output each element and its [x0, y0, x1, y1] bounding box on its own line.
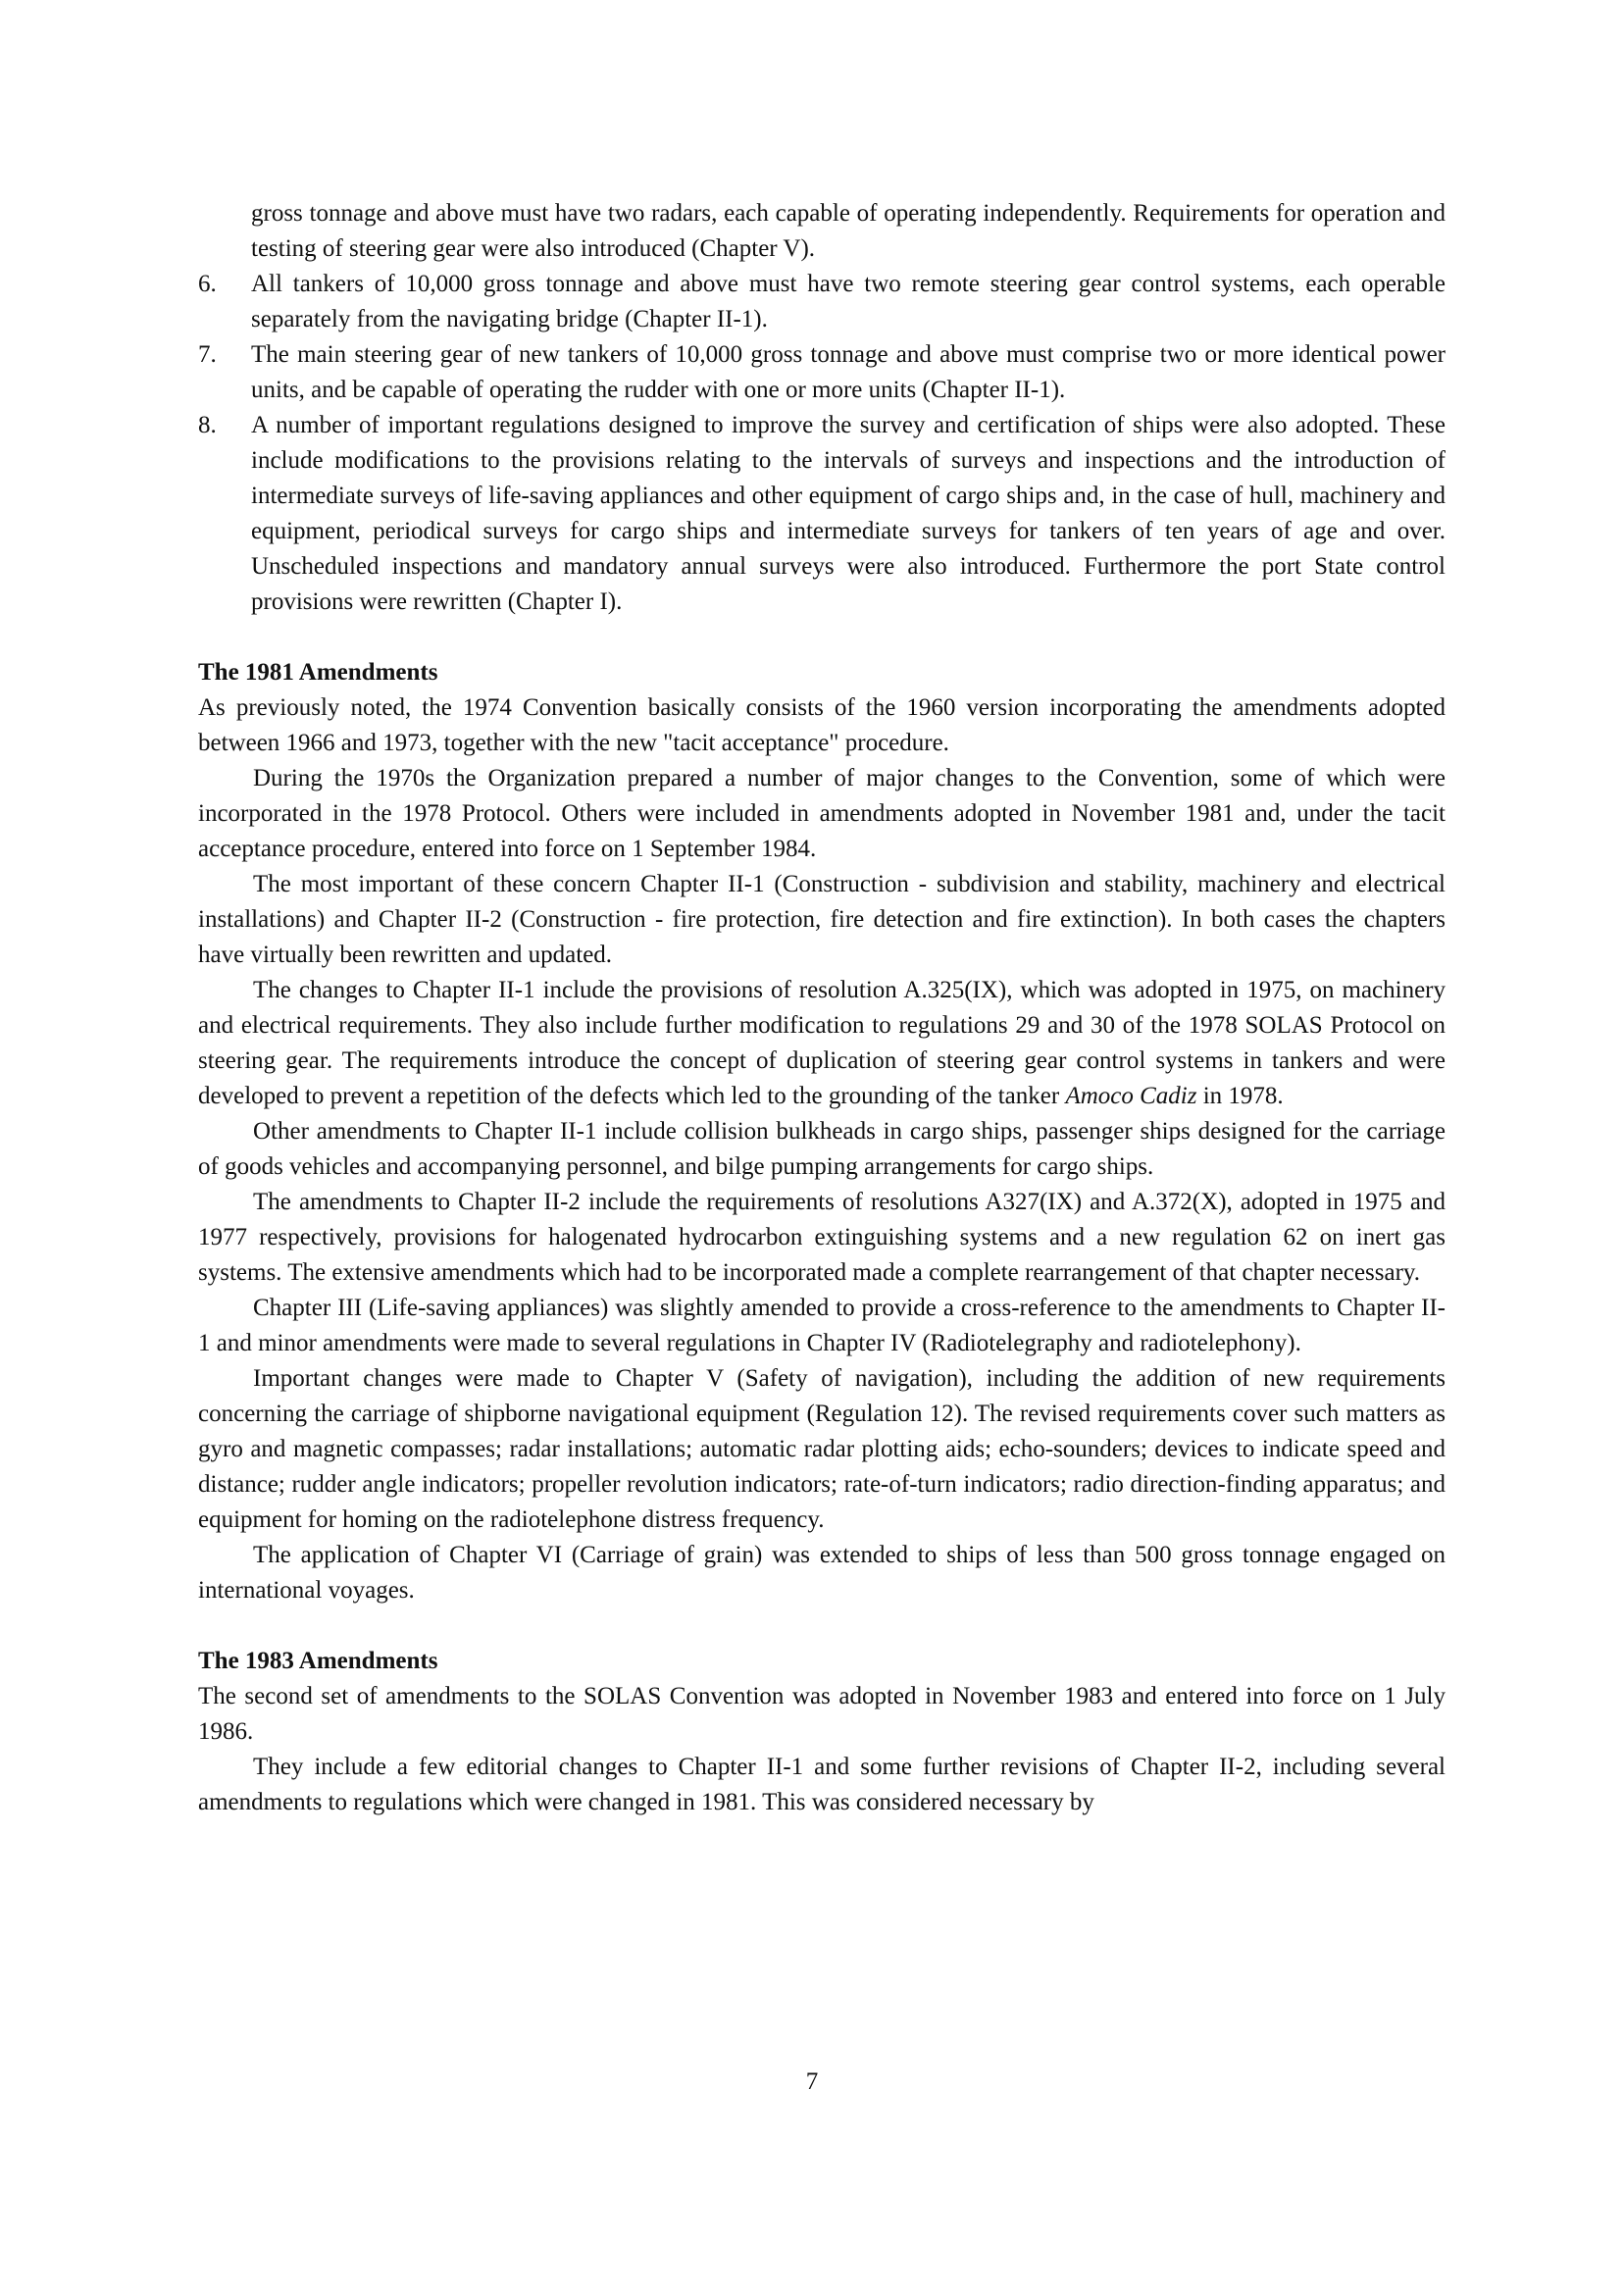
paragraph: Chapter III (Life-saving appliances) was slightly amended to provide a cross-reference to the amendments to Chapter II-1 and minor amendments were made to several regulations in Chapter IV (Radiotelegraphy and radiotelephony). — [198, 1295, 1446, 1356]
list-item-number: 8. — [198, 412, 217, 438]
paragraph: During the 1970s the Organization prepared a number of major changes to the Convention, some of which were incorporated in the 1978 Protocol. Others were included in amendments adopted in November 1981 and, under the tacit acceptance procedure, entered into force on 1 September 1984. — [198, 765, 1446, 862]
section-gap — [198, 1608, 1446, 1644]
paragraph: They include a few editorial changes to Chapter II-1 and some further revisions of Chapter II-2, including several amendments to regulations which were changed in 1981. This was considered necessary by — [198, 1754, 1446, 1815]
page-number: 7 — [805, 2068, 819, 2095]
paragraph: The most important of these concern Chapter II-1 (Construction - subdivision and stability, machinery and electrical installations) and Chapter II-2 (Construction - fire protection, fire detection and fire extinction). In both cases the chapters have virtually been rewritten and updated. — [198, 871, 1446, 968]
section-gap — [198, 620, 1446, 655]
list-item — [198, 337, 1446, 408]
list-item-text: The main steering gear of new tankers of 10,000 gross tonnage and above must comprise two or more identical power units, and be capable of operating the rudder with one or more units (Chapter II-1). — [251, 341, 1446, 403]
list-item-number: 7. — [198, 341, 217, 368]
paragraph: The amendments to Chapter II-2 include the requirements of resolutions A327(IX) and A.372(X), adopted in 1975 and 1977 respectively, provisions for halogenated hydrocarbon extinguishing systems and a new regulation 62 on inert gas systems. The extensive amendments which had to be incorporated made a complete rearrangement of that chapter necessary. — [198, 1189, 1446, 1286]
text-column — [198, 196, 1446, 1820]
list-item-number: 6. — [198, 271, 217, 297]
paragraph: Other amendments to Chapter II-1 include collision bulkheads in cargo ships, passenger ships designed for the carriage of goods vehicles and accompanying personnel, and bilge pumping arrangements for cargo ships. — [198, 1118, 1446, 1180]
paragraph: The application of Chapter VI (Carriage of grain) was extended to ships of less than 500 gross tonnage engaged on international voyages. — [198, 1542, 1446, 1604]
paragraph: Important changes were made to Chapter V (Safety of navigation), including the addition of new requirements concerning the carriage of shipborne navigational equipment (Regulation 12). The revised requirements cover such matters as gyro and magnetic compasses; radar installations; automatic radar plotting aids; echo-sounders; devices to indicate speed and distance; rudder angle indicators; propeller revolution indicators; rate-of-turn indicators; radio direction-finding apparatus; and equipment for homing on the radiotelephone distress frequency. — [198, 1365, 1446, 1533]
paragraph: The second set of amendments to the SOLAS Convention was adopted in November 1983 and entered into force on 1 July 1986. — [198, 1683, 1446, 1745]
paragraph: As previously noted, the 1974 Convention basically consists of the 1960 version incorporating the amendments adopted between 1966 and 1973, together with the new "tacit acceptance" procedure. — [198, 694, 1446, 756]
list-continuation: gross tonnage and above must have two radars, each capable of operating independently. Requirements for operation and testing of steering gear were also introduced (Chapter V). — [251, 200, 1446, 262]
list-item — [198, 267, 1446, 337]
ship-name: Amoco Cadiz — [1065, 1083, 1197, 1109]
section-heading-1981: The 1981 Amendments — [198, 659, 438, 686]
list-item — [198, 408, 1446, 620]
paragraph-text: The changes to Chapter II-1 include the provisions of resolution A.325(IX), which was adopted in 1975, on machinery and electrical requirements. They also include further modification to regulations 29 and 30 of the 1978 SOLAS Protocol on steering gear. The requirements introduce the concept of duplication of steering gear control systems in tankers and were developed to prevent a repetition of the defects which led to the grounding of the tanker — [198, 977, 1446, 1109]
paragraph — [198, 973, 1446, 1114]
list-item-text: All tankers of 10,000 gross tonnage and above must have two remote steering gear control systems, each operable separately from the navigating bridge (Chapter II-1). — [251, 271, 1446, 332]
paragraph-text: in 1978. — [1196, 1083, 1284, 1109]
section-heading-1983: The 1983 Amendments — [198, 1648, 438, 1674]
list-item-text: A number of important regulations designed to improve the survey and certification of ships were also adopted. These include modifications to the provisions relating to the intervals of surveys and inspections and the introduction of intermediate surveys of life-saving appliances and other equipment of cargo ships and, in the case of hull, machinery and equipment, periodical surveys for cargo ships and intermediate surveys for tankers of ten years of age and over. Unscheduled inspections and mandatory annual surveys were also introduced. Furthermore the port State control provisions were rewritten (Chapter I). — [251, 412, 1446, 615]
